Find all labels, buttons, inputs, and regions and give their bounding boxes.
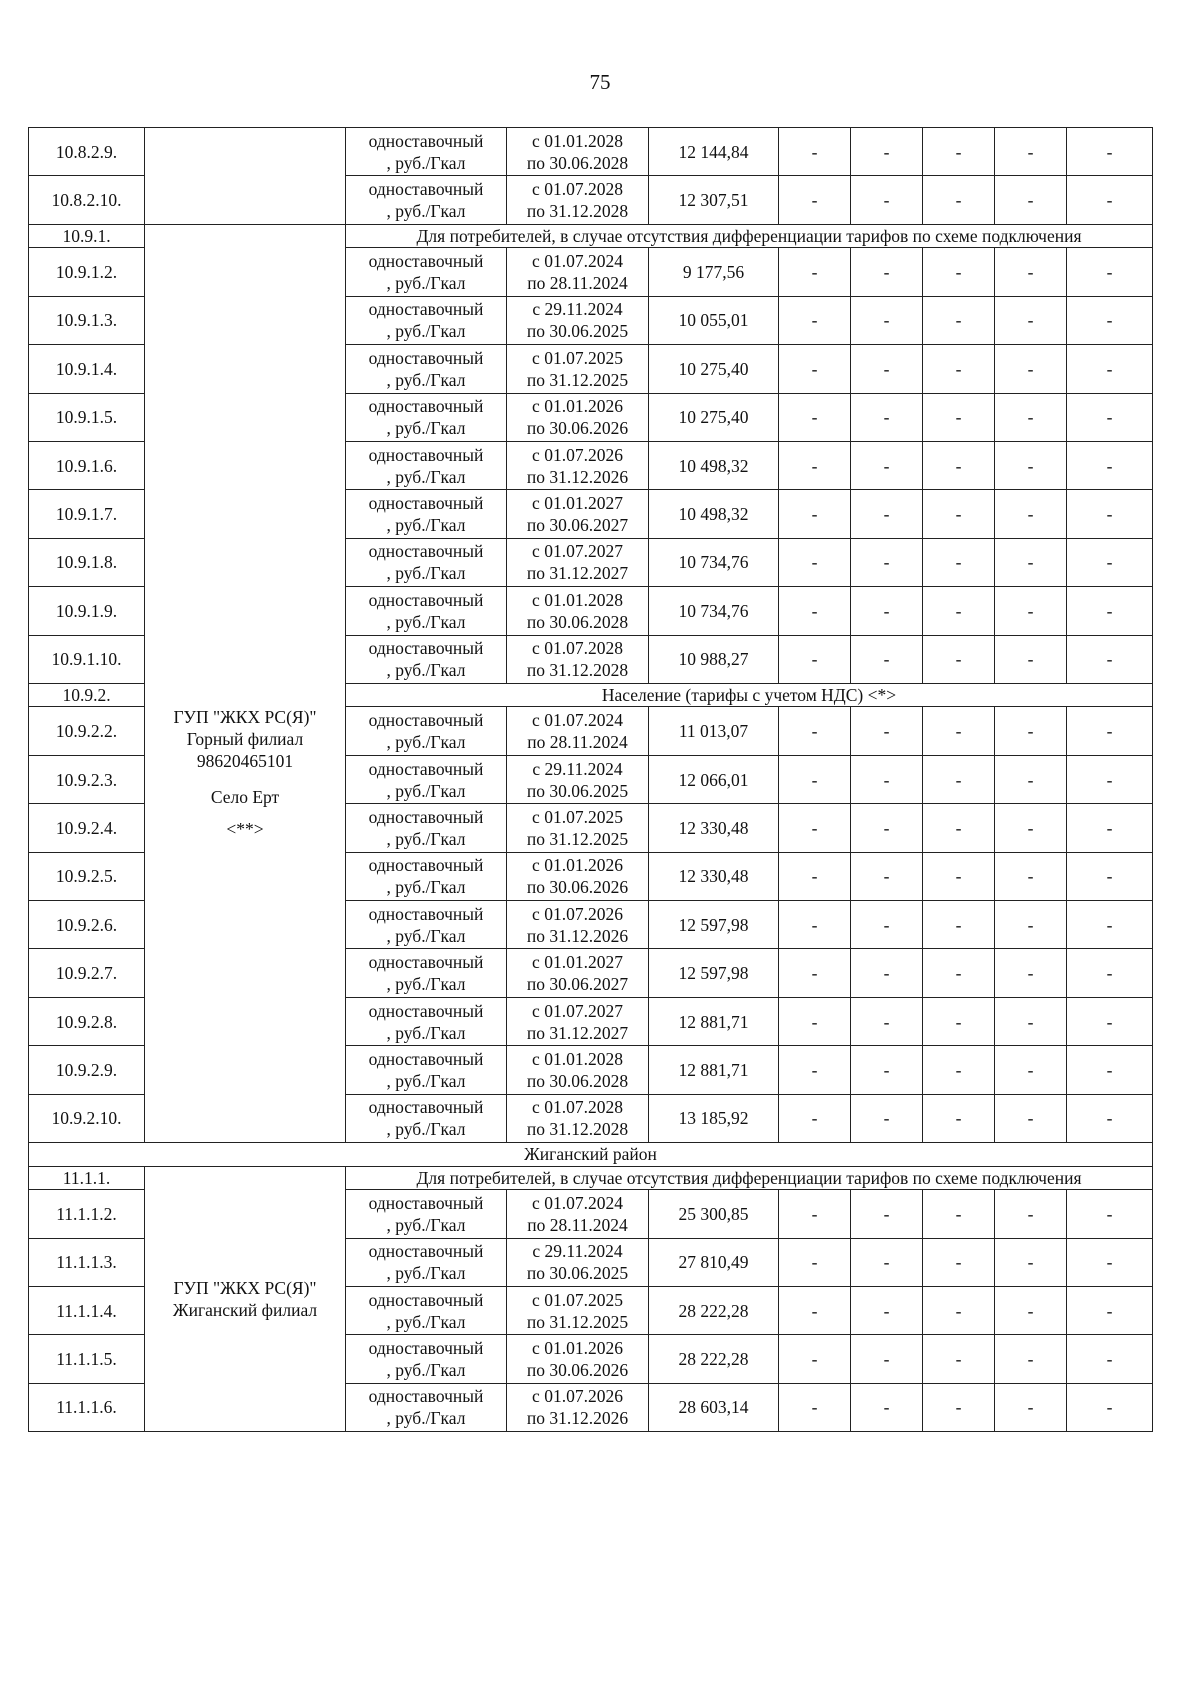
empty-value: - — [851, 441, 923, 489]
row-code: 11.1.1. — [29, 1166, 145, 1190]
tariff-value: 25 300,85 — [649, 1190, 779, 1238]
empty-value: - — [851, 635, 923, 683]
empty-value: - — [923, 635, 995, 683]
row-code: 10.9.1.6. — [29, 441, 145, 489]
empty-value: - — [923, 949, 995, 997]
empty-value: - — [779, 1094, 851, 1142]
empty-value: - — [851, 538, 923, 586]
tariff-type: одноставочный , руб./Гкал — [346, 538, 507, 586]
validity-period: с 01.01.2028 по 30.06.2028 — [507, 1046, 649, 1094]
empty-value: - — [1067, 997, 1153, 1045]
row-code: 10.9.2.9. — [29, 1046, 145, 1094]
row-code: 11.1.1.6. — [29, 1383, 145, 1431]
tariff-value: 13 185,92 — [649, 1094, 779, 1142]
row-code: 10.9.2.3. — [29, 755, 145, 803]
row-code: 10.9.1.7. — [29, 490, 145, 538]
row-code: 10.9.2.2. — [29, 707, 145, 755]
district-row — [29, 1143, 1153, 1167]
tariff-type: одноставочный , руб./Гкал — [346, 345, 507, 393]
validity-period: с 01.07.2026 по 31.12.2026 — [507, 901, 649, 949]
tariff-type: одноставочный , руб./Гкал — [346, 852, 507, 900]
empty-value: - — [779, 490, 851, 538]
validity-period: с 01.07.2024 по 28.11.2024 — [507, 248, 649, 296]
empty-value: - — [923, 1335, 995, 1383]
empty-value: - — [779, 1190, 851, 1238]
row-code: 10.9.2.5. — [29, 852, 145, 900]
empty-value: - — [1067, 587, 1153, 635]
empty-value: - — [995, 490, 1067, 538]
empty-value: - — [779, 949, 851, 997]
empty-value: - — [1067, 248, 1153, 296]
empty-value: - — [1067, 345, 1153, 393]
tariff-type: одноставочный , руб./Гкал — [346, 441, 507, 489]
empty-value: - — [923, 538, 995, 586]
tariff-value: 12 330,48 — [649, 852, 779, 900]
empty-value: - — [1067, 1383, 1153, 1431]
empty-value: - — [1067, 538, 1153, 586]
validity-period: с 01.01.2028 по 30.06.2028 — [507, 587, 649, 635]
empty-value: - — [1067, 949, 1153, 997]
tariff-value: 10 275,40 — [649, 345, 779, 393]
tariff-value: 27 810,49 — [649, 1238, 779, 1286]
empty-value: - — [851, 949, 923, 997]
tariff-type: одноставочный , руб./Гкал — [346, 1238, 507, 1286]
validity-period: с 01.07.2028 по 31.12.2028 — [507, 635, 649, 683]
empty-value: - — [779, 345, 851, 393]
empty-value: - — [851, 1046, 923, 1094]
row-code: 10.9.2. — [29, 683, 145, 707]
tariff-value: 12 330,48 — [649, 804, 779, 852]
empty-value: - — [1067, 755, 1153, 803]
empty-value: - — [779, 707, 851, 755]
empty-value: - — [1067, 852, 1153, 900]
empty-value: - — [1067, 635, 1153, 683]
row-code: 10.9.2.8. — [29, 997, 145, 1045]
empty-value: - — [923, 1190, 995, 1238]
tariff-type: одноставочный , руб./Гкал — [346, 128, 507, 176]
empty-value: - — [851, 1190, 923, 1238]
empty-value: - — [923, 393, 995, 441]
empty-value: - — [923, 248, 995, 296]
validity-period: с 01.07.2026 по 31.12.2026 — [507, 441, 649, 489]
tariff-type: одноставочный , руб./Гкал — [346, 1190, 507, 1238]
empty-value: - — [1067, 128, 1153, 176]
row-code: 11.1.1.2. — [29, 1190, 145, 1238]
tariff-type: одноставочный , руб./Гкал — [346, 804, 507, 852]
empty-value: - — [1067, 1286, 1153, 1334]
validity-period: с 01.01.2026 по 30.06.2026 — [507, 852, 649, 900]
empty-value: - — [1067, 1335, 1153, 1383]
tariff-value: 12 307,51 — [649, 176, 779, 224]
empty-value: - — [995, 755, 1067, 803]
row-code: 10.9.1.2. — [29, 248, 145, 296]
empty-value: - — [1067, 707, 1153, 755]
row-code: 10.9.2.7. — [29, 949, 145, 997]
empty-value: - — [779, 538, 851, 586]
row-code: 11.1.1.3. — [29, 1238, 145, 1286]
empty-value: - — [923, 804, 995, 852]
empty-value: - — [779, 587, 851, 635]
tariff-type: одноставочный , руб./Гкал — [346, 901, 507, 949]
empty-value: - — [995, 1286, 1067, 1334]
validity-period: с 01.07.2028 по 31.12.2028 — [507, 176, 649, 224]
validity-period: с 01.01.2026 по 30.06.2026 — [507, 1335, 649, 1383]
tariff-value: 12 881,71 — [649, 1046, 779, 1094]
empty-value: - — [1067, 1190, 1153, 1238]
empty-value: - — [851, 901, 923, 949]
empty-value: - — [923, 587, 995, 635]
empty-value: - — [1067, 176, 1153, 224]
empty-value: - — [995, 1335, 1067, 1383]
tariff-value: 10 498,32 — [649, 441, 779, 489]
empty-value: - — [995, 587, 1067, 635]
empty-value: - — [923, 1383, 995, 1431]
tariff-type: одноставочный , руб./Гкал — [346, 393, 507, 441]
tariff-type: одноставочный , руб./Гкал — [346, 949, 507, 997]
empty-value: - — [851, 1383, 923, 1431]
tariff-type: одноставочный , руб./Гкал — [346, 997, 507, 1045]
empty-value: - — [995, 128, 1067, 176]
table-row — [29, 128, 1153, 176]
empty-value: - — [851, 176, 923, 224]
empty-value: - — [851, 997, 923, 1045]
empty-value: - — [995, 1046, 1067, 1094]
tariff-value: 9 177,56 — [649, 248, 779, 296]
empty-value: - — [995, 901, 1067, 949]
tariff-type: одноставочный , руб./Гкал — [346, 176, 507, 224]
empty-value: - — [923, 296, 995, 344]
empty-value: - — [995, 1190, 1067, 1238]
validity-period: с 01.07.2025 по 31.12.2025 — [507, 804, 649, 852]
empty-value: - — [1067, 1094, 1153, 1142]
tariff-value: 12 597,98 — [649, 949, 779, 997]
tariff-table — [28, 127, 1153, 1432]
empty-value: - — [779, 296, 851, 344]
empty-value: - — [851, 490, 923, 538]
empty-value: - — [995, 176, 1067, 224]
empty-value: - — [995, 997, 1067, 1045]
empty-value: - — [779, 1383, 851, 1431]
footnote-mark: <**> — [226, 819, 264, 840]
validity-period: с 01.01.2028 по 30.06.2028 — [507, 128, 649, 176]
empty-value: - — [995, 635, 1067, 683]
tariff-type: одноставочный , руб./Гкал — [346, 587, 507, 635]
row-code: 10.9.1.10. — [29, 635, 145, 683]
empty-value: - — [995, 804, 1067, 852]
tariff-value: 11 013,07 — [649, 707, 779, 755]
validity-period: с 29.11.2024 по 30.06.2025 — [507, 1238, 649, 1286]
empty-value: - — [995, 1094, 1067, 1142]
tariff-type: одноставочный , руб./Гкал — [346, 1286, 507, 1334]
empty-value: - — [779, 1238, 851, 1286]
page-number: 75 — [589, 70, 611, 94]
row-code: 11.1.1.5. — [29, 1335, 145, 1383]
empty-value: - — [851, 1238, 923, 1286]
row-code: 10.9.1.4. — [29, 345, 145, 393]
empty-value: - — [995, 393, 1067, 441]
row-code: 10.9.2.4. — [29, 804, 145, 852]
empty-value: - — [923, 441, 995, 489]
validity-period: с 01.07.2027 по 31.12.2027 — [507, 997, 649, 1045]
empty-value: - — [995, 852, 1067, 900]
empty-value: - — [779, 901, 851, 949]
validity-period: с 01.01.2026 по 30.06.2026 — [507, 393, 649, 441]
tariff-value: 10 988,27 — [649, 635, 779, 683]
empty-value: - — [779, 997, 851, 1045]
organization-cell — [145, 1166, 346, 1432]
tariff-value: 10 055,01 — [649, 296, 779, 344]
empty-value: - — [851, 1335, 923, 1383]
tariff-value: 10 275,40 — [649, 393, 779, 441]
tariff-type: одноставочный , руб./Гкал — [346, 1094, 507, 1142]
empty-value: - — [923, 997, 995, 1045]
empty-value: - — [779, 1286, 851, 1334]
row-code: 10.8.2.10. — [29, 176, 145, 224]
empty-value: - — [1067, 441, 1153, 489]
empty-value: - — [779, 635, 851, 683]
tariff-type: одноставочный , руб./Гкал — [346, 248, 507, 296]
validity-period: с 01.07.2024 по 28.11.2024 — [507, 707, 649, 755]
tariff-type: одноставочный , руб./Гкал — [346, 490, 507, 538]
row-code: 11.1.1.4. — [29, 1286, 145, 1334]
empty-value: - — [995, 707, 1067, 755]
empty-value: - — [851, 296, 923, 344]
empty-value: - — [1067, 901, 1153, 949]
row-code: 10.9.1.5. — [29, 393, 145, 441]
row-code: 10.9.1.8. — [29, 538, 145, 586]
empty-value: - — [779, 804, 851, 852]
empty-value: - — [923, 176, 995, 224]
row-code: 10.9.1.9. — [29, 587, 145, 635]
tariff-type: одноставочный , руб./Гкал — [346, 755, 507, 803]
empty-value: - — [1067, 490, 1153, 538]
empty-value: - — [995, 1383, 1067, 1431]
section-header: Население (тарифы с учетом НДС) <*> — [346, 683, 1153, 707]
tariff-value: 28 603,14 — [649, 1383, 779, 1431]
tariff-value: 12 066,01 — [649, 755, 779, 803]
tariff-value: 28 222,28 — [649, 1335, 779, 1383]
empty-value: - — [923, 1238, 995, 1286]
empty-value: - — [923, 852, 995, 900]
empty-value: - — [923, 1094, 995, 1142]
empty-value: - — [1067, 1046, 1153, 1094]
empty-value: - — [779, 1335, 851, 1383]
validity-period: с 01.07.2024 по 28.11.2024 — [507, 1190, 649, 1238]
empty-value: - — [851, 852, 923, 900]
empty-value: - — [851, 755, 923, 803]
section-header: Для потребителей, в случае отсутствия дифференциации тарифов по схеме подключения — [346, 224, 1153, 248]
empty-value: - — [851, 345, 923, 393]
settlement-name: Село Ерт — [210, 787, 280, 808]
row-code: 10.9.1. — [29, 224, 145, 248]
tariff-type: одноставочный , руб./Гкал — [346, 296, 507, 344]
row-code: 10.9.1.3. — [29, 296, 145, 344]
validity-period: с 01.07.2027 по 31.12.2027 — [507, 538, 649, 586]
section-header: Для потребителей, в случае отсутствия дифференциации тарифов по схеме подключения — [346, 1166, 1153, 1190]
row-code: 10.9.2.10. — [29, 1094, 145, 1142]
empty-value: - — [1067, 1238, 1153, 1286]
tariff-type: одноставочный , руб./Гкал — [346, 1383, 507, 1431]
empty-value: - — [779, 755, 851, 803]
empty-value: - — [923, 490, 995, 538]
validity-period: с 01.07.2025 по 31.12.2025 — [507, 1286, 649, 1334]
empty-value: - — [851, 393, 923, 441]
tariff-value: 10 498,32 — [649, 490, 779, 538]
tariff-type: одноставочный , руб./Гкал — [346, 1046, 507, 1094]
empty-value: - — [779, 1046, 851, 1094]
empty-value: - — [995, 1238, 1067, 1286]
district-name: Жиганский район — [29, 1143, 1153, 1167]
empty-value: - — [923, 1046, 995, 1094]
empty-value: - — [779, 393, 851, 441]
validity-period: с 29.11.2024 по 30.06.2025 — [507, 755, 649, 803]
empty-value: - — [923, 901, 995, 949]
empty-value: - — [923, 755, 995, 803]
empty-value: - — [995, 345, 1067, 393]
empty-value: - — [995, 296, 1067, 344]
empty-value: - — [995, 949, 1067, 997]
tariff-table-body — [29, 128, 1153, 1432]
organization-name: ГУП "ЖКХ РС(Я)" Жиганский филиал — [172, 1277, 318, 1320]
empty-value: - — [995, 441, 1067, 489]
row-code: 10.8.2.9. — [29, 128, 145, 176]
organization-name: ГУП "ЖКХ РС(Я)" Горный филиал 98620465101 — [173, 707, 317, 772]
validity-period: с 29.11.2024 по 30.06.2025 — [507, 296, 649, 344]
tariff-type: одноставочный , руб./Гкал — [346, 635, 507, 683]
validity-period: с 01.01.2027 по 30.06.2027 — [507, 949, 649, 997]
validity-period: с 01.01.2027 по 30.06.2027 — [507, 490, 649, 538]
empty-value: - — [779, 852, 851, 900]
tariff-value: 10 734,76 — [649, 587, 779, 635]
validity-period: с 01.07.2026 по 31.12.2026 — [507, 1383, 649, 1431]
tariff-value: 12 881,71 — [649, 997, 779, 1045]
empty-value: - — [995, 538, 1067, 586]
section-header-row — [29, 224, 1153, 248]
empty-value: - — [851, 1286, 923, 1334]
empty-value: - — [851, 248, 923, 296]
tariff-type: одноставочный , руб./Гкал — [346, 707, 507, 755]
empty-value: - — [995, 248, 1067, 296]
empty-value: - — [1067, 804, 1153, 852]
empty-value: - — [1067, 393, 1153, 441]
empty-value: - — [1067, 296, 1153, 344]
empty-value: - — [779, 128, 851, 176]
section-header-row — [29, 1166, 1153, 1190]
empty-value: - — [923, 128, 995, 176]
validity-period: с 01.07.2028 по 31.12.2028 — [507, 1094, 649, 1142]
tariff-value: 10 734,76 — [649, 538, 779, 586]
empty-value: - — [851, 1094, 923, 1142]
tariff-value: 28 222,28 — [649, 1286, 779, 1334]
empty-value: - — [851, 587, 923, 635]
empty-value: - — [923, 345, 995, 393]
empty-value: - — [923, 707, 995, 755]
validity-period: с 01.07.2025 по 31.12.2025 — [507, 345, 649, 393]
row-code: 10.9.2.6. — [29, 901, 145, 949]
empty-value: - — [923, 1286, 995, 1334]
empty-value: - — [851, 128, 923, 176]
empty-value: - — [851, 804, 923, 852]
tariff-value: 12 144,84 — [649, 128, 779, 176]
empty-value: - — [779, 176, 851, 224]
organization-cell — [145, 128, 346, 225]
organization-cell — [145, 224, 346, 1142]
tariff-type: одноставочный , руб./Гкал — [346, 1335, 507, 1383]
empty-value: - — [851, 707, 923, 755]
empty-value: - — [779, 441, 851, 489]
empty-value: - — [779, 248, 851, 296]
tariff-value: 12 597,98 — [649, 901, 779, 949]
